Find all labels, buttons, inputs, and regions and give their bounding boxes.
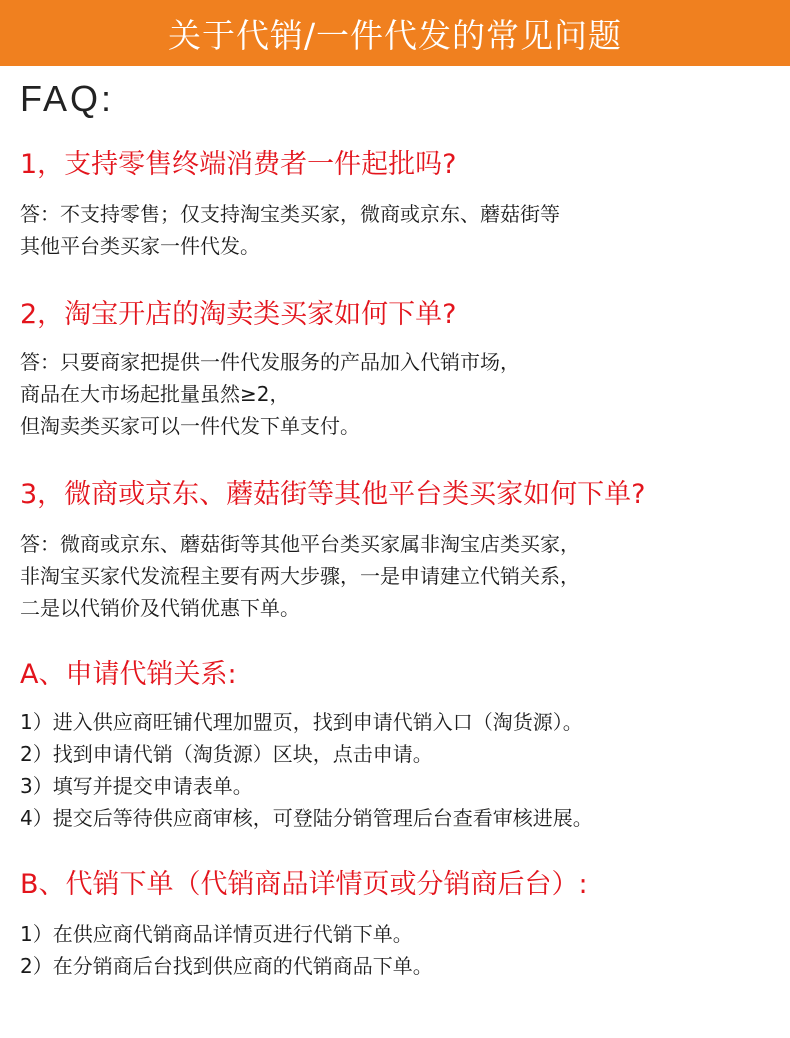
answer-line: 二是以代销价及代销优惠下单。	[20, 596, 300, 620]
section-a-title: A、申请代销关系:	[20, 659, 237, 690]
answer-2	[20, 346, 520, 442]
step-item: 2）找到申请代销（淘货源）区块，点击申请。	[20, 742, 433, 766]
step-item: 2）在分销商后台找到供应商的代销商品下单。	[20, 954, 433, 978]
section-a-steps	[20, 706, 593, 834]
answer-line: 其他平台类买家一件代发。	[20, 234, 260, 258]
question-3: 3，微商或京东、蘑菇街等其他平台类买家如何下单?	[20, 479, 646, 510]
step-item: 4）提交后等待供应商审核，可登陆分销管理后台查看审核进展。	[20, 806, 593, 830]
answer-line: 商品在大市场起批量虽然≥2，	[20, 382, 290, 406]
step-item: 1）进入供应商旺铺代理加盟页，找到申请代销入口（淘货源）。	[20, 710, 583, 734]
step-item: 3）填写并提交申请表单。	[20, 774, 253, 798]
answer-line: 答：微商或京东、蘑菇街等其他平台类买家属非淘宝店类买家，	[20, 532, 580, 556]
answer-line: 非淘宝买家代发流程主要有两大步骤，一是申请建立代销关系，	[20, 564, 580, 588]
question-2: 2，淘宝开店的淘卖类买家如何下单?	[20, 299, 457, 330]
section-b-title: B、代销下单（代销商品详情页或分销商后台）:	[20, 869, 588, 900]
faq-label: FAQ:	[20, 78, 115, 119]
answer-3	[20, 528, 580, 624]
answer-1	[20, 198, 560, 262]
page-header-banner	[0, 0, 790, 66]
page-title: 关于代销/一件代发的常见问题	[167, 15, 623, 55]
step-item: 1）在供应商代销商品详情页进行代销下单。	[20, 922, 413, 946]
question-1: 1，支持零售终端消费者一件起批吗?	[20, 149, 457, 180]
answer-line: 答：不支持零售；仅支持淘宝类买家，微商或京东、蘑菇街等	[20, 202, 560, 226]
section-b-steps	[20, 918, 433, 982]
answer-line: 但淘卖类买家可以一件代发下单支付。	[20, 414, 360, 438]
answer-line: 答：只要商家把提供一件代发服务的产品加入代销市场，	[20, 350, 520, 374]
